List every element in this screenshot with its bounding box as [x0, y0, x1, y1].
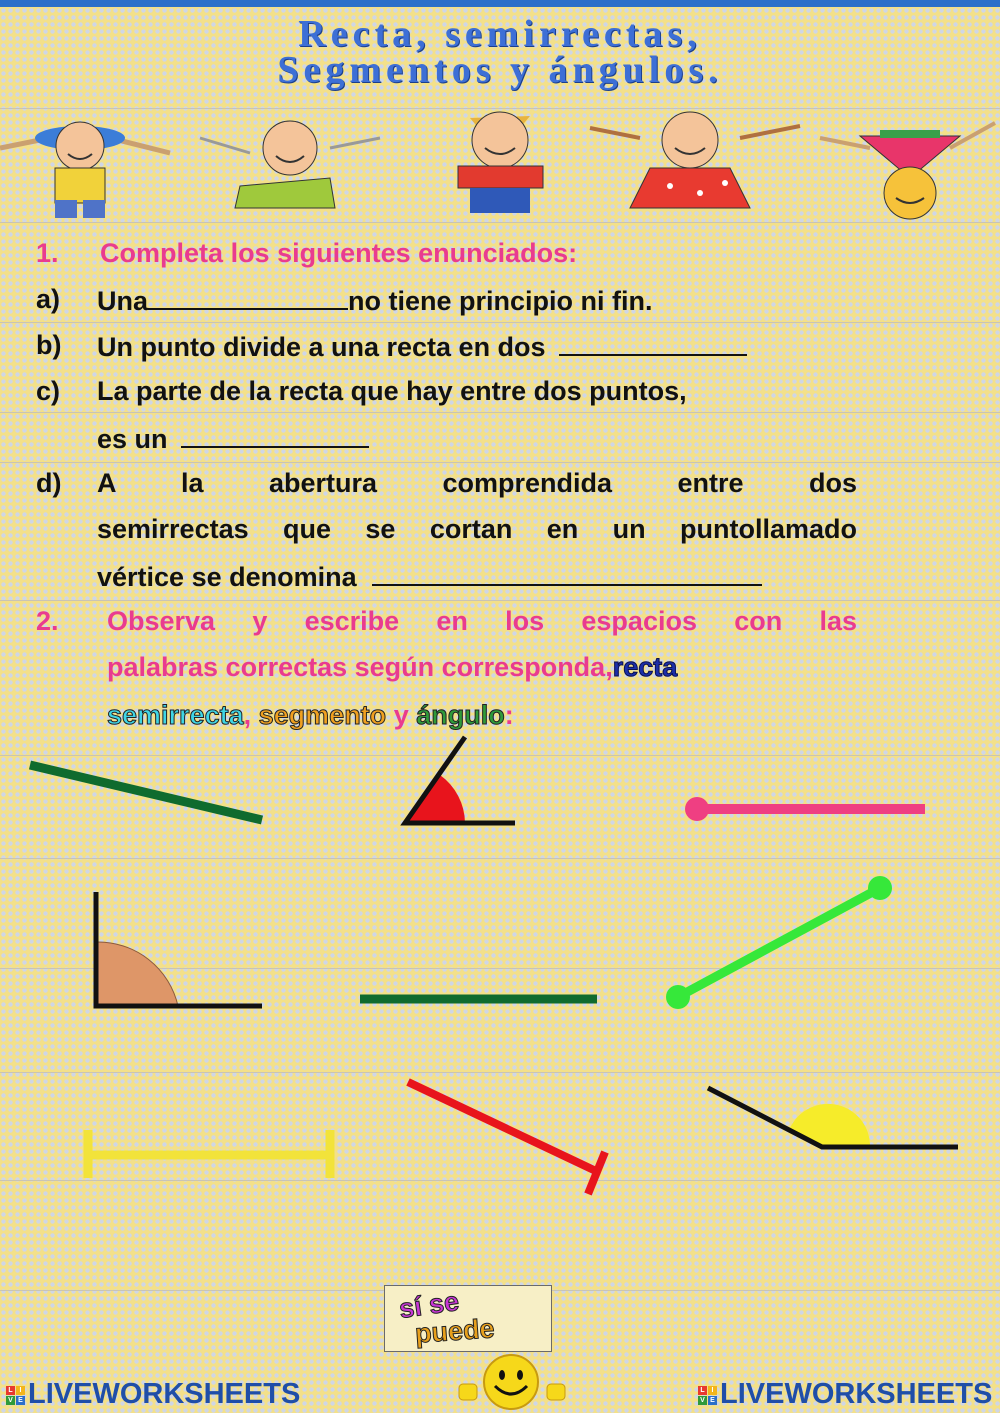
comma: , — [243, 700, 252, 730]
item-c-blank[interactable] — [181, 422, 369, 448]
stamp-line2: puede — [414, 1313, 496, 1349]
item-b-text: Un punto divide a una recta en dos — [97, 332, 546, 362]
item-d-blank[interactable] — [372, 560, 762, 586]
footer-right-text: LIVEWORKSHEETS — [720, 1378, 993, 1410]
item-a-letter: a) — [36, 284, 61, 314]
item-c-line2: es un — [97, 424, 168, 454]
section2-line2-row — [107, 652, 677, 682]
item-d-line2: semirrectas que se cortan en un puntollamado — [97, 514, 857, 544]
child-4 — [590, 112, 800, 208]
item-d-line3: vértice se denomina — [97, 562, 357, 592]
ruling-line — [0, 462, 1000, 463]
word-y: y — [393, 700, 409, 730]
ruling-line — [0, 322, 1000, 323]
children-illustration — [0, 108, 1000, 223]
title-line-1: Recta, semirrectas, — [298, 13, 702, 55]
item-b-blank[interactable] — [559, 330, 747, 356]
item-d — [36, 468, 61, 498]
item-d-letter: d) — [36, 468, 62, 498]
liveworksheets-logo-icon: L I V E — [698, 1386, 717, 1405]
section1-heading-text: Completa los siguientes enunciados: — [100, 238, 578, 268]
figure-recta-green — [30, 765, 262, 820]
word-angulo: ángulo — [416, 700, 505, 730]
word-segmento: segmento — [258, 700, 387, 730]
item-a-text-before: Una — [97, 286, 149, 316]
figure-segment-lime — [666, 876, 892, 1009]
title-line-2: Segmentos y ángulos. — [277, 49, 723, 91]
item-d-line1: A la abertura comprendida entre dos — [97, 468, 857, 498]
child-2 — [200, 121, 380, 208]
smiley-face-icon — [455, 1350, 570, 1410]
top-bar — [0, 0, 1000, 7]
section2-line1: Observa y escribe en los espacios con las — [107, 606, 857, 636]
item-c-line1: La parte de la recta que hay entre dos puntos, — [97, 376, 687, 406]
section1-number: 1. — [36, 238, 59, 268]
footer-left — [6, 1378, 300, 1411]
item-c-letter: c) — [36, 376, 61, 406]
item-d-line3-row — [97, 560, 762, 592]
item-c-line2-row — [97, 422, 369, 454]
item-a — [36, 284, 653, 316]
section2-number: 2. — [36, 606, 59, 636]
section2-line2: palabras correctas según corresponda, — [107, 652, 613, 682]
child-1 — [0, 122, 170, 218]
footer-left-text: LIVEWORKSHEETS — [28, 1378, 301, 1410]
figure-semirrecta-pink — [685, 797, 925, 821]
stamp-line1: sí se — [397, 1285, 461, 1325]
item-a-text-after: no tiene principio ni fin. — [348, 286, 653, 316]
colon: : — [504, 700, 514, 730]
child-5 — [820, 123, 995, 219]
child-3 — [458, 112, 543, 213]
word-semirrecta: semirrecta — [107, 700, 244, 730]
item-c — [36, 376, 687, 406]
liveworksheets-logo-icon: L I V E — [6, 1386, 25, 1405]
si-se-puede-stamp — [384, 1285, 552, 1352]
figures-area — [0, 720, 1000, 1280]
item-a-blank[interactable] — [148, 284, 348, 310]
section1-heading — [36, 238, 577, 268]
figure-angle-yellow — [708, 1088, 958, 1147]
figure-angle-red — [405, 737, 515, 823]
ruling-line — [0, 412, 1000, 413]
figure-semirrecta-red — [408, 1082, 605, 1194]
word-recta: recta — [612, 652, 678, 682]
item-b-letter: b) — [36, 330, 62, 360]
figure-right-angle — [96, 892, 262, 1006]
item-b — [36, 330, 546, 362]
footer-right — [698, 1378, 992, 1411]
ruling-line — [0, 600, 1000, 601]
figure-segment-yellow — [88, 1130, 330, 1178]
